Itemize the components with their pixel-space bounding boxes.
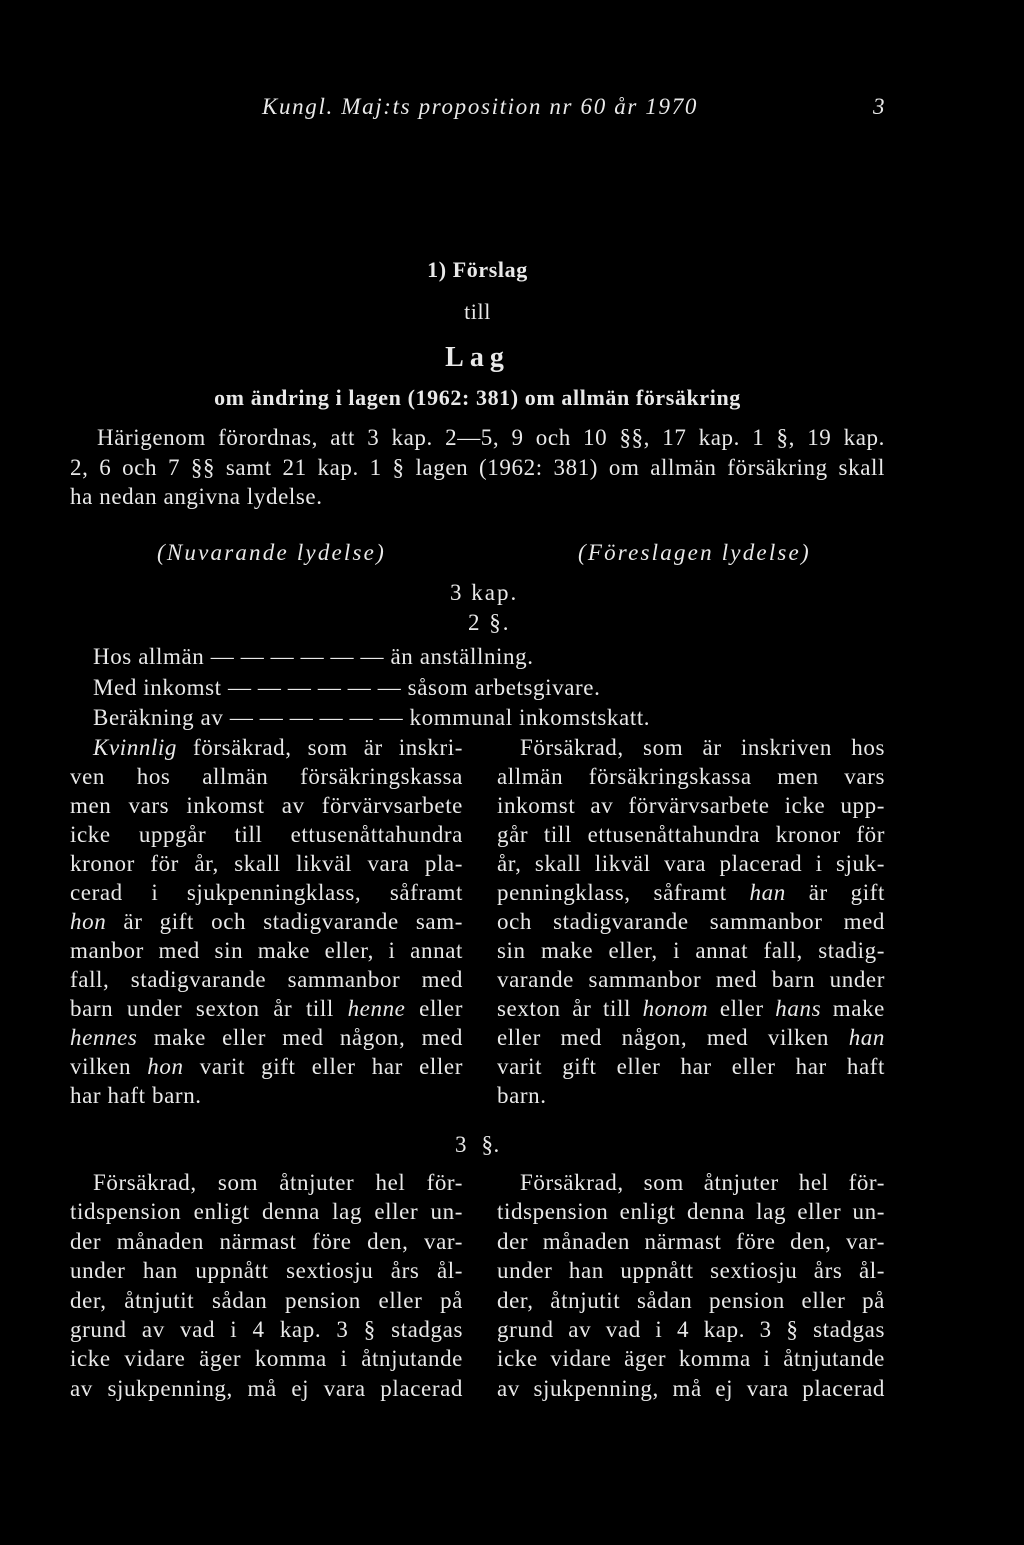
section-2-proposed-column (497, 733, 885, 1110)
current-text-line: icke uppgår till ettusenåttahundra (70, 822, 463, 847)
current-text-line (70, 907, 463, 936)
proposed-text-line: Försäkrad, som är inskriven hos (520, 735, 885, 760)
emphasized-word: han (749, 880, 786, 905)
current-text-line: under han uppnått sextiosju års ål- (70, 1258, 463, 1284)
proposed-text-line: Försäkrad, som åtnjuter hel för- (520, 1170, 885, 1195)
text-segment: sexton år till (497, 996, 643, 1021)
text-segment: barn under sexton år till (70, 996, 348, 1021)
proposed-text-line: går till ettusenåttahundra kronor för (497, 822, 885, 847)
text-segment: varit gift eller har eller (183, 1054, 463, 1079)
unchanged-paragraphs (70, 642, 885, 734)
current-text-line: icke vidare äger komma i åtnjutande (70, 1346, 463, 1372)
emphasized-word: hon (70, 909, 107, 934)
proposed-text-line: år, skall likväl vara placerad i sjuk- (497, 851, 885, 876)
proposed-text-line (497, 878, 885, 907)
text-segment: vilken (70, 1054, 148, 1079)
text-segment: make eller med någon, med (137, 1025, 463, 1050)
text-segment: eller med någon, med vilken (497, 1025, 849, 1050)
emphasized-word: hon (147, 1054, 184, 1079)
section-3-proposed-column (497, 1168, 885, 1403)
current-text-line: cerad i sjukpenningklass, såframt (70, 880, 463, 905)
proposed-text-line: och stadigvarande sammanbor med (497, 909, 885, 934)
intro-paragraph (70, 423, 885, 512)
unchanged-line: Hos allmän — — — — — — än anställning. (93, 644, 534, 669)
current-text-line: har haft barn. (70, 1083, 202, 1108)
proposal-heading: 1) Förslag (427, 257, 528, 282)
proposed-text-line: tidspension enligt denna lag eller un- (497, 1199, 885, 1225)
section-2-current-column (70, 733, 463, 1110)
chapter-label: 3 kap. (450, 580, 519, 605)
proposed-wording-heading: (Föreslagen lydelse) (578, 540, 811, 565)
current-text-line: der, åtnjutit sådan pension eller på (70, 1287, 463, 1313)
running-header-title: Kungl. Maj:ts proposition nr 60 år 1970 (262, 94, 698, 119)
intro-line: Härigenom förordnas, att 3 kap. 2—5, 9 och 10 §§, 17 kap. 1 §, 19 kap. (97, 425, 885, 450)
current-text-line: kronor för år, skall likväl vara pla- (70, 851, 463, 876)
emphasized-word: Kvinnlig (93, 735, 178, 760)
law-title: Lag (445, 342, 510, 373)
current-text-line: ven hos allmän försäkringskassa (70, 764, 463, 789)
text-segment: är gift och stadigvarande sam- (106, 909, 463, 934)
current-text-line: manbor med sin make eller, i annat (70, 938, 463, 963)
proposed-text-line: av sjukpenning, må ej vara placerad (497, 1375, 885, 1401)
emphasized-word: honom (642, 996, 709, 1021)
unchanged-line: Beräkning av — — — — — — kommunal inkomstskatt. (93, 705, 651, 730)
proposed-text-line (497, 994, 885, 1023)
text-segment: är gift (785, 880, 885, 905)
text-segment: eller (708, 996, 776, 1021)
current-text-line (70, 733, 463, 762)
emphasized-word: han (848, 1025, 885, 1050)
intro-line: 2, 6 och 7 §§ samt 21 kap. 1 § lagen (1962: 381) om allmän försäkring skall (70, 454, 885, 480)
proposed-text-line: barn. (497, 1083, 547, 1108)
intro-line: ha nedan angivna lydelse. (70, 484, 323, 509)
current-text-line: fall, stadigvarande sammanbor med (70, 967, 463, 992)
proposed-text-line: varit gift eller har eller har haft (497, 1054, 885, 1079)
current-text-line: tidspension enligt denna lag eller un- (70, 1199, 463, 1225)
proposed-text-line: sin make eller, i annat fall, stadig- (497, 938, 885, 963)
proposed-text-line: inkomst av förvärvsarbete icke upp- (497, 793, 885, 818)
current-text-line (70, 994, 463, 1023)
current-wording-heading: (Nuvarande lydelse) (157, 540, 386, 565)
proposed-text-line: allmän försäkringskassa men vars (497, 764, 885, 789)
current-text-line: men vars inkomst av förvärvsarbete (70, 793, 463, 818)
proposed-text-line: varande sammanbor med barn under (497, 967, 885, 992)
current-text-line: Försäkrad, som åtnjuter hel för- (93, 1170, 463, 1195)
current-text-line: der månaden närmast före den, var- (70, 1228, 463, 1254)
section-3-current-column (70, 1168, 463, 1403)
proposed-text-line: der, åtnjutit sådan pension eller på (497, 1287, 885, 1313)
current-text-line (70, 1052, 463, 1081)
law-subject: om ändring i lagen (1962: 381) om allmän försäkring (214, 385, 741, 410)
section-3-label: 3 §. (455, 1132, 500, 1157)
emphasized-word: hans (775, 996, 822, 1021)
text-segment: make (821, 996, 885, 1021)
current-text-line (70, 1023, 463, 1052)
current-text-line: av sjukpenning, må ej vara placerad (70, 1375, 463, 1401)
emphasized-word: henne (347, 996, 406, 1021)
text-segment: eller (405, 996, 463, 1021)
proposed-text-line: der månaden närmast före den, var- (497, 1228, 885, 1254)
unchanged-line: Med inkomst — — — — — — såsom arbetsgivare. (93, 674, 601, 700)
proposed-text-line: grund av vad i 4 kap. 3 § stadgas (497, 1317, 885, 1343)
emphasized-word: hennes (70, 1025, 138, 1050)
text-segment: försäkrad, som är inskri- (177, 735, 463, 760)
proposed-text-line: under han uppnått sextiosju års ål- (497, 1258, 885, 1284)
current-text-line: grund av vad i 4 kap. 3 § stadgas (70, 1317, 463, 1343)
page-number: 3 (873, 94, 887, 119)
section-2-label: 2 §. (468, 610, 511, 635)
text-segment: penningklass, såframt (497, 880, 750, 905)
till-line: till (464, 299, 491, 324)
proposed-text-line (497, 1023, 885, 1052)
proposed-text-line: icke vidare äger komma i åtnjutande (497, 1346, 885, 1372)
